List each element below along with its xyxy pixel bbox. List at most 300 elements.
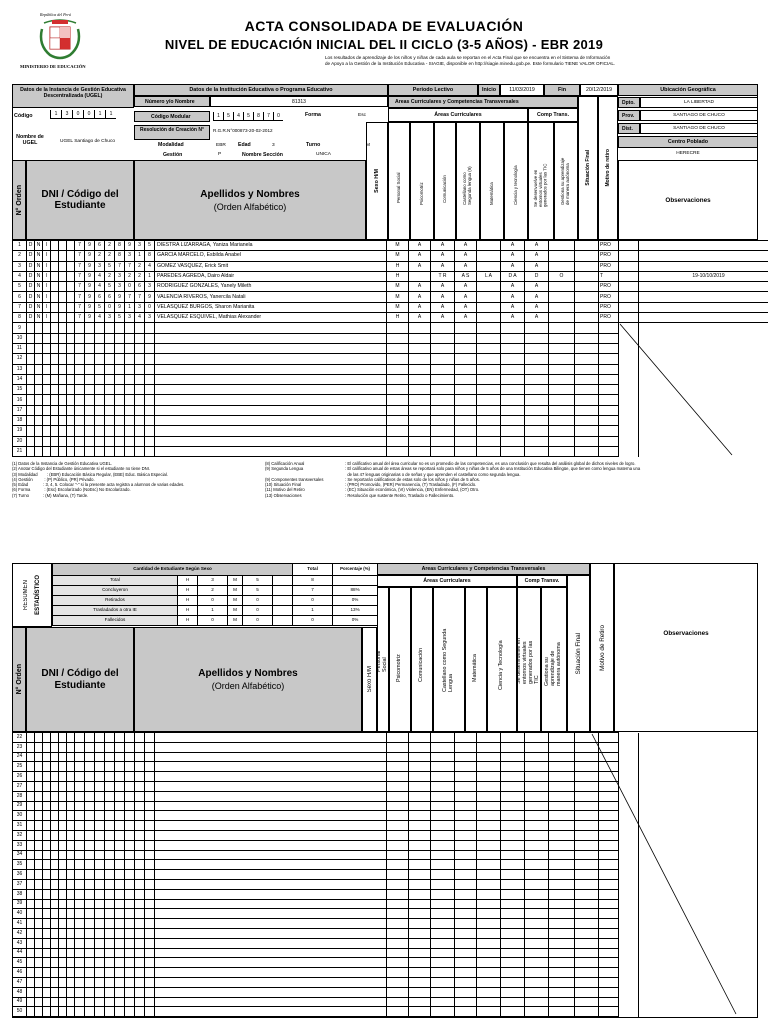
empty-cell bbox=[95, 850, 105, 860]
empty-cell bbox=[67, 446, 75, 456]
empty-cell bbox=[501, 840, 525, 850]
empty-cell bbox=[51, 791, 59, 801]
empty-cell bbox=[27, 860, 35, 870]
empty-cell bbox=[155, 436, 387, 446]
empty-cell bbox=[155, 374, 387, 384]
empty-cell bbox=[125, 821, 135, 831]
row-number: 20 bbox=[13, 436, 27, 446]
dni-digit: 8 bbox=[115, 251, 125, 261]
empty-cell bbox=[145, 821, 155, 831]
empty-cell bbox=[575, 323, 599, 333]
summary-m-value: 0 bbox=[243, 606, 273, 616]
row-number: 1 bbox=[13, 241, 27, 251]
dni-digit: 7 bbox=[75, 251, 85, 261]
summary-h-label: H bbox=[178, 576, 198, 586]
row-number: 4 bbox=[13, 271, 27, 281]
empty-cell bbox=[75, 938, 85, 948]
sexo-header-2-label: Sexo H/M bbox=[366, 666, 373, 693]
summary-h-value: 0 bbox=[198, 616, 228, 626]
row-number: 2 bbox=[13, 251, 27, 261]
empty-cell bbox=[145, 801, 155, 811]
empty-cell bbox=[85, 860, 95, 870]
empty-cell bbox=[67, 870, 75, 880]
area-header-cell bbox=[388, 122, 410, 240]
empty-cell bbox=[477, 343, 501, 353]
empty-cell bbox=[115, 850, 125, 860]
grade-cell: A bbox=[409, 302, 431, 312]
row-number: 32 bbox=[13, 830, 27, 840]
period-end: 20/12/2019 bbox=[580, 84, 618, 96]
empty-cell bbox=[135, 997, 145, 1007]
doc-type-char: D bbox=[27, 282, 35, 292]
dni-digit: 6 bbox=[135, 282, 145, 292]
grade-cell: A bbox=[455, 261, 477, 271]
empty-cell bbox=[125, 364, 135, 374]
empty-cell bbox=[67, 821, 75, 831]
empty-cell bbox=[27, 446, 35, 456]
row-number: 16 bbox=[13, 395, 27, 405]
grade-cell bbox=[575, 292, 599, 302]
empty-cell bbox=[95, 781, 105, 791]
summary-total-value: 7 bbox=[293, 586, 333, 596]
areas-headers-1 bbox=[388, 122, 578, 240]
empty-cell bbox=[67, 374, 75, 384]
empty-cell bbox=[27, 830, 35, 840]
empty-cell bbox=[35, 446, 43, 456]
summary-pct-value: 0% bbox=[333, 596, 378, 606]
summary-spacer bbox=[273, 606, 293, 616]
student-sex: H bbox=[387, 261, 409, 271]
doc-type-char: I bbox=[43, 271, 51, 281]
empty-cell bbox=[27, 733, 35, 743]
empty-cell bbox=[115, 821, 125, 831]
grade-cell: A bbox=[431, 302, 455, 312]
empty-cell bbox=[35, 889, 43, 899]
empty-cell bbox=[455, 850, 477, 860]
empty-cell bbox=[575, 446, 599, 456]
dni-digit: 7 bbox=[125, 292, 135, 302]
empty-cell bbox=[85, 395, 95, 405]
empty-cell bbox=[75, 446, 85, 456]
empty-cell bbox=[477, 446, 501, 456]
empty-cell bbox=[477, 781, 501, 791]
student-name: VALENCIA RIVEROS, Yanercila Natali bbox=[155, 292, 387, 302]
row-number: 43 bbox=[13, 938, 27, 948]
row-number: 41 bbox=[13, 919, 27, 929]
resolution-label: Resolución de Creación N° bbox=[134, 125, 210, 140]
empty-cell bbox=[431, 323, 455, 333]
dni-digit: 1 bbox=[125, 302, 135, 312]
empty-cell bbox=[387, 909, 409, 919]
grade-cell bbox=[549, 241, 575, 251]
empty-cell bbox=[455, 938, 477, 948]
summary-h-label: H bbox=[178, 616, 198, 626]
code-digit: 1 bbox=[213, 112, 223, 121]
empty-cell bbox=[35, 436, 43, 446]
empty-cell bbox=[135, 850, 145, 860]
empty-cell bbox=[135, 374, 145, 384]
note-line: (9) Componentes transversales bbox=[265, 476, 324, 482]
empty-cell bbox=[75, 343, 85, 353]
row-number: 36 bbox=[13, 870, 27, 880]
empty-cell bbox=[477, 791, 501, 801]
empty-cell bbox=[125, 811, 135, 821]
empty-cell bbox=[51, 909, 59, 919]
grade-cell: A bbox=[455, 251, 477, 261]
grade-cell bbox=[477, 282, 501, 292]
student-name: VELASQUEZ ESQUIVEL, Mathias Alexander bbox=[155, 313, 387, 323]
grade-cell: A bbox=[409, 241, 431, 251]
empty-cell bbox=[525, 938, 549, 948]
empty-cell bbox=[155, 791, 387, 801]
doc-spacer bbox=[59, 261, 67, 271]
empty-cell bbox=[115, 997, 125, 1007]
empty-cell bbox=[75, 811, 85, 821]
summary-pct-value: 13% bbox=[333, 606, 378, 616]
empty-cell bbox=[155, 928, 387, 938]
empty-cell bbox=[85, 446, 95, 456]
dni-digit: 0 bbox=[145, 302, 155, 312]
empty-cell bbox=[155, 987, 387, 997]
empty-cell bbox=[115, 909, 125, 919]
empty-cell bbox=[575, 395, 599, 405]
empty-cell bbox=[27, 364, 35, 374]
empty-cell bbox=[155, 968, 387, 978]
empty-cell bbox=[85, 374, 95, 384]
empty-cell bbox=[115, 830, 125, 840]
empty-cell bbox=[431, 850, 455, 860]
row-number: 14 bbox=[13, 374, 27, 384]
empty-cell bbox=[51, 870, 59, 880]
student-sex: M bbox=[387, 241, 409, 251]
empty-cell bbox=[431, 343, 455, 353]
row-number: 19 bbox=[13, 426, 27, 436]
empty-cell bbox=[155, 416, 387, 426]
nombres-header-2-sub: (Orden Alfabético) bbox=[211, 681, 285, 691]
empty-cell bbox=[115, 968, 125, 978]
empty-cell bbox=[135, 416, 145, 426]
empty-cell bbox=[105, 374, 115, 384]
area-header-cell bbox=[541, 587, 567, 732]
empty-cell bbox=[525, 405, 549, 415]
student-name: PAREDES AGREDA, Dairo Aldair bbox=[155, 271, 387, 281]
empty-cell bbox=[27, 840, 35, 850]
empty-cell bbox=[85, 762, 95, 772]
student-sex: M bbox=[387, 282, 409, 292]
dni-digit: 2 bbox=[95, 251, 105, 261]
empty-cell bbox=[67, 899, 75, 909]
empty-cell bbox=[115, 958, 125, 968]
summary-m-value: 5 bbox=[243, 586, 273, 596]
empty-cell bbox=[75, 323, 85, 333]
empty-cell bbox=[59, 811, 67, 821]
dni-digit: 3 bbox=[115, 271, 125, 281]
empty-cell bbox=[155, 333, 387, 343]
empty-cell bbox=[135, 446, 145, 456]
empty-cell bbox=[455, 395, 477, 405]
empty-cell bbox=[431, 1007, 455, 1017]
empty-cell bbox=[501, 821, 525, 831]
empty-cell bbox=[125, 919, 135, 929]
empty-cell bbox=[95, 354, 105, 364]
empty-cell bbox=[67, 830, 75, 840]
empty-cell bbox=[387, 860, 409, 870]
empty-cell bbox=[35, 343, 43, 353]
empty-cell bbox=[125, 742, 135, 752]
empty-cell bbox=[67, 968, 75, 978]
empty-cell bbox=[115, 762, 125, 772]
empty-cell bbox=[549, 762, 575, 772]
empty-cell bbox=[59, 909, 67, 919]
empty-cell bbox=[27, 968, 35, 978]
empty-cell bbox=[145, 879, 155, 889]
student-name: VELASQUEZ BURGOS, Sharon Marianita bbox=[155, 302, 387, 312]
empty-cell bbox=[135, 811, 145, 821]
empty-cell bbox=[549, 742, 575, 752]
empty-cell bbox=[51, 928, 59, 938]
empty-cell bbox=[135, 395, 145, 405]
empty-cell bbox=[35, 948, 43, 958]
empty-cell bbox=[105, 850, 115, 860]
code-digit: 7 bbox=[263, 112, 273, 121]
empty-cell bbox=[575, 426, 599, 436]
empty-cell bbox=[43, 416, 51, 426]
empty-cell bbox=[95, 446, 105, 456]
empty-cell bbox=[125, 860, 135, 870]
empty-cell bbox=[95, 801, 105, 811]
area-header-label: Castellano como Segunda Lengua bbox=[442, 628, 454, 692]
empty-cell bbox=[525, 899, 549, 909]
empty-cell bbox=[75, 762, 85, 772]
empty-cell bbox=[155, 801, 387, 811]
empty-cell bbox=[135, 323, 145, 333]
empty-cell bbox=[105, 821, 115, 831]
empty-cell bbox=[67, 343, 75, 353]
grade-cell bbox=[549, 251, 575, 261]
empty-cell bbox=[67, 762, 75, 772]
summary-row-label: Fallecidos bbox=[53, 616, 178, 626]
empty-cell bbox=[431, 909, 455, 919]
empty-cell bbox=[387, 436, 409, 446]
empty-cell bbox=[85, 333, 95, 343]
empty-cell bbox=[125, 1007, 135, 1017]
empty-cell bbox=[455, 958, 477, 968]
empty-cell bbox=[477, 928, 501, 938]
empty-cell bbox=[67, 948, 75, 958]
seccion-label: Nombre Sección bbox=[242, 152, 283, 158]
orden-header bbox=[12, 160, 26, 240]
empty-cell bbox=[95, 860, 105, 870]
empty-cell bbox=[125, 997, 135, 1007]
empty-cell bbox=[67, 860, 75, 870]
note-line: (10) Situación Final bbox=[265, 482, 302, 488]
empty-cell bbox=[155, 364, 387, 374]
row-number: 23 bbox=[13, 742, 27, 752]
row-number: 49 bbox=[13, 997, 27, 1007]
empty-cell bbox=[115, 801, 125, 811]
area-header-label: Ciencia y tecnología bbox=[512, 165, 518, 205]
empty-cell bbox=[43, 333, 51, 343]
empty-cell bbox=[51, 446, 59, 456]
empty-cell bbox=[35, 860, 43, 870]
row-number: 5 bbox=[13, 282, 27, 292]
dni-digit: 2 bbox=[125, 271, 135, 281]
empty-cell bbox=[43, 928, 51, 938]
empty-cell bbox=[145, 977, 155, 987]
empty-cell bbox=[455, 889, 477, 899]
empty-cell bbox=[51, 830, 59, 840]
empty-cell bbox=[455, 811, 477, 821]
note-line: (11) Motivo del Retiro bbox=[265, 487, 305, 493]
doc-spacer bbox=[67, 282, 75, 292]
empty-cell bbox=[409, 821, 431, 831]
empty-cell bbox=[85, 968, 95, 978]
empty-cell bbox=[431, 395, 455, 405]
page-subtitle: NIVEL DE EDUCACIÓN INICIAL DEL II CICLO (3-5 AÑOS) - EBR 2019 bbox=[164, 37, 604, 52]
doc-spacer bbox=[51, 261, 59, 271]
empty-cell bbox=[549, 416, 575, 426]
empty-cell bbox=[501, 948, 525, 958]
area-header-label: Psicomotriz bbox=[396, 653, 403, 682]
empty-cell bbox=[43, 395, 51, 405]
row-number: 30 bbox=[13, 811, 27, 821]
empty-cell bbox=[125, 416, 135, 426]
empty-cell bbox=[105, 791, 115, 801]
empty-cell bbox=[145, 733, 155, 743]
ugel-code-digits bbox=[50, 110, 116, 119]
empty-cell bbox=[75, 850, 85, 860]
empty-cell bbox=[455, 879, 477, 889]
empty-cell bbox=[477, 395, 501, 405]
empty-cell bbox=[501, 997, 525, 1007]
empty-cell bbox=[67, 977, 75, 987]
empty-cell bbox=[27, 879, 35, 889]
area-header-label: Comunicación bbox=[441, 175, 447, 203]
summary-total-value: 1 bbox=[293, 606, 333, 616]
empty-cell bbox=[51, 948, 59, 958]
grade-cell: A bbox=[525, 302, 549, 312]
doc-type-char: N bbox=[35, 302, 43, 312]
final-status: PRO bbox=[599, 241, 619, 251]
empty-cell bbox=[145, 323, 155, 333]
area-header-cell bbox=[433, 587, 465, 732]
area-header-cell bbox=[456, 122, 480, 240]
empty-cell bbox=[525, 733, 549, 743]
empty-cell bbox=[67, 436, 75, 446]
summary-spacer bbox=[273, 616, 293, 626]
grade-cell bbox=[477, 302, 501, 312]
empty-cell bbox=[51, 436, 59, 446]
empty-cell bbox=[95, 436, 105, 446]
grade-cell: A bbox=[431, 313, 455, 323]
empty-cell bbox=[105, 364, 115, 374]
empty-cell bbox=[155, 781, 387, 791]
orden-header-label: N° Orden bbox=[15, 184, 23, 216]
area-header-cell bbox=[487, 587, 517, 732]
empty-cell bbox=[501, 772, 525, 782]
summary-pct-value bbox=[333, 576, 378, 586]
empty-cell bbox=[105, 938, 115, 948]
dni-digit: 0 bbox=[125, 282, 135, 292]
empty-cell bbox=[155, 997, 387, 1007]
empty-cell bbox=[525, 948, 549, 958]
empty-cell bbox=[387, 801, 409, 811]
empty-cell bbox=[575, 436, 599, 446]
empty-cell bbox=[105, 948, 115, 958]
dni-digit: 3 bbox=[145, 282, 155, 292]
empty-cell bbox=[43, 821, 51, 831]
empty-cell bbox=[387, 323, 409, 333]
doc-spacer bbox=[67, 302, 75, 312]
empty-cell bbox=[95, 343, 105, 353]
geo-prov-label: Prov. bbox=[618, 110, 640, 121]
empty-cell bbox=[67, 987, 75, 997]
empty-cell bbox=[59, 405, 67, 415]
empty-cell bbox=[155, 958, 387, 968]
empty-cell bbox=[85, 830, 95, 840]
empty-cell bbox=[115, 385, 125, 395]
summary-row bbox=[53, 606, 378, 616]
empty-cell bbox=[35, 909, 43, 919]
empty-cell bbox=[35, 733, 43, 743]
summary-row bbox=[53, 576, 378, 586]
empty-cell bbox=[525, 343, 549, 353]
empty-cell bbox=[477, 426, 501, 436]
empty-cell bbox=[455, 436, 477, 446]
empty-cell bbox=[135, 791, 145, 801]
row-number: 11 bbox=[13, 343, 27, 353]
empty-cell bbox=[59, 333, 67, 343]
empty-cell bbox=[43, 733, 51, 743]
empty-cell bbox=[51, 354, 59, 364]
empty-cell bbox=[35, 1007, 43, 1017]
empty-cell bbox=[67, 395, 75, 405]
summary-total-value: 0 bbox=[293, 596, 333, 606]
modalidad-value: EBR bbox=[216, 143, 226, 148]
empty-cell bbox=[549, 948, 575, 958]
area-header-cell bbox=[410, 122, 434, 240]
empty-cell bbox=[135, 772, 145, 782]
empty-cell bbox=[59, 733, 67, 743]
empty-cell bbox=[387, 1007, 409, 1017]
geo-cp-label: Centro Poblado bbox=[618, 136, 758, 148]
intro-line-1: Los resultados de aprendizaje de los niños y niñas de cada aula se reportan en el Acta Final que se encuentra en el Sistema de Información bbox=[325, 55, 611, 60]
empty-cell bbox=[67, 801, 75, 811]
empty-cell bbox=[575, 416, 599, 426]
final-status: PRO bbox=[599, 302, 619, 312]
summary-title: Cantidad de Estudiante Según Sexo bbox=[53, 564, 293, 576]
empty-cell bbox=[43, 850, 51, 860]
row-number: 6 bbox=[13, 292, 27, 302]
empty-cell bbox=[115, 1007, 125, 1017]
empty-cell bbox=[525, 909, 549, 919]
empty-cell bbox=[43, 772, 51, 782]
empty-cell bbox=[431, 919, 455, 929]
empty-cell bbox=[549, 899, 575, 909]
doc-spacer bbox=[67, 251, 75, 261]
empty-cell bbox=[115, 791, 125, 801]
empty-cell bbox=[145, 343, 155, 353]
empty-cell bbox=[387, 977, 409, 987]
empty-cell bbox=[27, 909, 35, 919]
empty-cell bbox=[525, 772, 549, 782]
empty-cell bbox=[525, 850, 549, 860]
nombres-header bbox=[134, 160, 366, 240]
code-digit: 0 bbox=[83, 110, 94, 119]
intro-line-2: de Apoyo a la Gestión de la Institución Educativa - SIAGIE, disponible en http://siagie.minedu.gob.pe. Este formulario TIENE VALOR OFICIAL. bbox=[325, 60, 616, 66]
grade-cell: A bbox=[501, 302, 525, 312]
dni-digit: 4 bbox=[95, 271, 105, 281]
